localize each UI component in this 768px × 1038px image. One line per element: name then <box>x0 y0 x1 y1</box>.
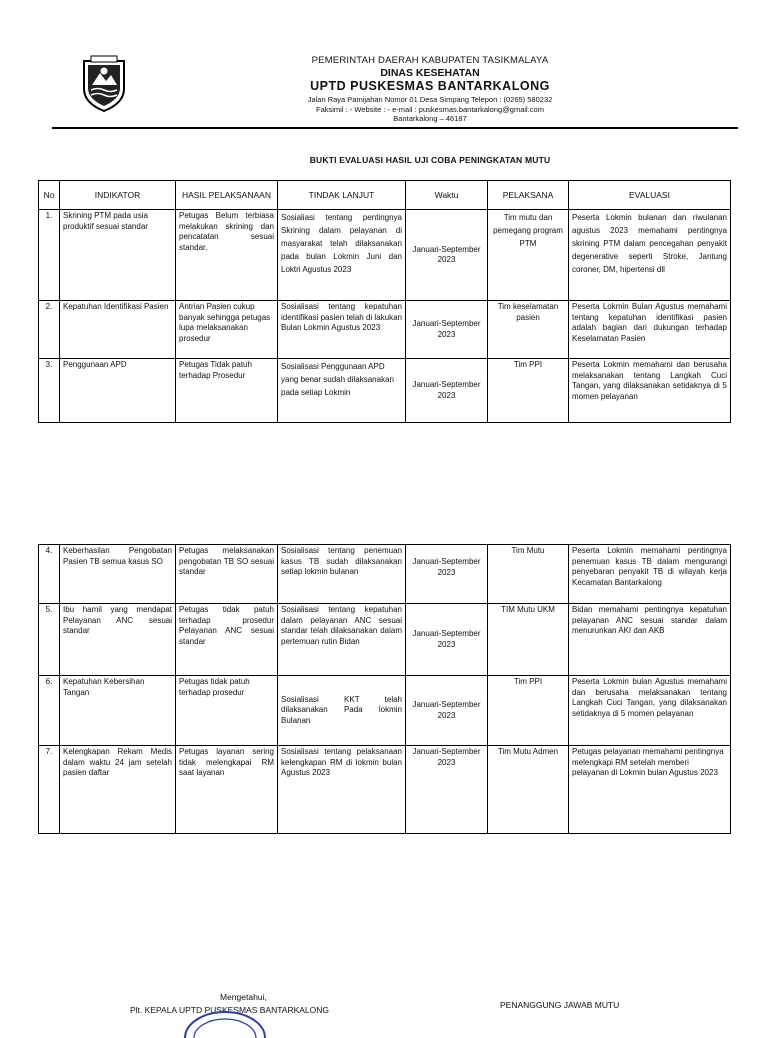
cell-evaluasi: Peserta Lokmin bulanan dan riwulanan agustus 2023 memahami pentingnya skrining PTM dalam pencegahan penyakit degenerative seperti Stroke, Jantung coroner, DM, hipertensi dll <box>569 210 731 301</box>
cell-evaluasi: Peserta Lokmin bulan Agustus memahami dan berusaha melaksanakan tentang Langkah Cuci Tangan, yang dilaksanakan setidaknya di 5 momen pelayanan <box>569 676 731 746</box>
col-header-tindak-lanjut: TINDAK LANJUT <box>278 181 406 210</box>
cell-pelaksana: Tim Mutu <box>488 545 569 604</box>
cell-no: 3. <box>39 359 60 423</box>
official-stamp-icon <box>180 1008 270 1038</box>
cell-pelaksana: TIM Mutu UKM <box>488 604 569 676</box>
cell-waktu: Januari-September 2023 <box>406 676 488 746</box>
cell-no: 5. <box>39 604 60 676</box>
evaluation-table-continued <box>38 544 731 834</box>
col-header-indikator: INDIKATOR <box>60 181 176 210</box>
cell-pelaksana: Tim PPI <box>488 676 569 746</box>
cell-evaluasi: Peserta Lokmin memahami dan berusaha melaksanakan tentang Langkah Cuci Tangan, yang dilaksanakan setidaknya di 5 momen pelayanan <box>569 359 731 423</box>
col-header-evaluasi: EVALUASI <box>569 181 731 210</box>
cell-indikator: Kepatuhan Kebersihan Tangan <box>60 676 176 746</box>
cell-no: 6. <box>39 676 60 746</box>
cell-indikator: Kepatuhan Identifikasi Pasien <box>60 301 176 359</box>
document-title: BUKTI EVALUASI HASIL UJI COBA PENINGKATAN MUTU <box>309 155 551 165</box>
cell-indikator: Ibu hamil yang mendapat Pelayanan ANC sesuai standar <box>60 604 176 676</box>
table-row <box>39 545 731 604</box>
address-line-2: Faksimil : - Website : - e-mail : puskesmas.bantarkalong@gmail.com <box>316 104 544 114</box>
cell-no: 2. <box>39 301 60 359</box>
cell-waktu: Januari-September 2023 <box>406 604 488 676</box>
letterhead-agency: DINAS KESEHATAN <box>380 67 480 79</box>
cell-indikator: Kelengkapan Rekam Medis dalam waktu 24 jam setelah pasien daftar <box>60 746 176 834</box>
cell-pelaksana: Tim PPI <box>488 359 569 423</box>
cell-waktu: Januari-September 2023 <box>406 545 488 604</box>
signature-quality-officer-title: PENANGGUNG JAWAB MUTU <box>500 1000 620 1010</box>
cell-no: 7. <box>39 746 60 834</box>
cell-waktu: Januari-September 2023 <box>406 746 488 834</box>
signature-head-title: Plt. KEPALA UPTD PUSKESMAS BANTARKALONG <box>130 1005 330 1015</box>
cell-tindak-lanjut: Sosialiasi tentang pentingnya Skrining dalam pelayanan di masyarakat telah dilaksanakan pada bulan Lokmin Juni dan Loktri Agustus 2023 <box>278 210 406 301</box>
cell-evaluasi: Petugas pelayanan memahami pentingnya melengkapi RM setelah memberi pelayanan di Lokmin bulan Agustus 2023 <box>569 746 731 834</box>
cell-hasil: Petugas Tidak patuh terhadap Prosedur <box>176 359 278 423</box>
cell-pelaksana: Tim keselamatan pasien <box>488 301 569 359</box>
cell-hasil: Petugas tidak patuh terhadap prosedur <box>176 676 278 746</box>
cell-hasil: Petugas layanan sering tidak melengkapai RM saat layanan <box>176 746 278 834</box>
cell-waktu: Januari-September 2023 <box>406 301 488 359</box>
address-line-3: Bantarkalong – 46187 <box>393 114 467 123</box>
evaluation-table <box>38 180 731 423</box>
cell-indikator: Penggunaan APD <box>60 359 176 423</box>
cell-waktu: Januari-September 2023 <box>406 359 488 423</box>
cell-tindak-lanjut: Sosialisasi tentang kepatuhan identifikasi pasien telah di lakukan Bulan Lokmin Agustus 2023 <box>278 301 406 359</box>
cell-indikator: Keberhasilan Pengobatan Pasien TB semua kasus SO <box>60 545 176 604</box>
cell-tindak-lanjut: Sosialisasi tentang kepatuhan dalam pelayanan ANC sesuai standar telah dilaksanakan dalam pertemuan rutin Bidan <box>278 604 406 676</box>
cell-tindak-lanjut: Sosialisasi tentang penemuan kasus TB sudah dilaksanakan setiap lokmin bulanan <box>278 545 406 604</box>
col-header-no: No <box>39 181 60 210</box>
letterhead-government: PEMERINTAH DAERAH KABUPATEN TASIKMALAYA <box>311 55 549 66</box>
letterhead-address <box>220 95 640 124</box>
letterhead-divider <box>52 127 738 129</box>
table-row <box>39 210 731 301</box>
col-header-hasil: HASIL PELAKSANAAN <box>176 181 278 210</box>
table-row <box>39 301 731 359</box>
cell-evaluasi: Peserta Lokmin memahami pentingnya penemuan kasus TB dalam mengurangi penyebaran penyakit TB di wilayah kerja Kecamatan Bantarkalong <box>569 545 731 604</box>
table-row <box>39 676 731 746</box>
signature-acknowledged-label: Mengetahui, <box>220 992 267 1002</box>
cell-no: 1. <box>39 210 60 301</box>
cell-pelaksana: Tim mutu dan pemegang program PTM <box>488 210 569 301</box>
table-row <box>39 604 731 676</box>
letterhead-institution: UPTD PUSKESMAS BANTARKALONG <box>310 79 550 93</box>
regency-emblem-icon <box>80 55 128 113</box>
table-row <box>39 359 731 423</box>
cell-evaluasi: Bidan memahami pentingnya kepatuhan pelayanan ANC sesuai standar dalam menurunkan AKI dan AKB <box>569 604 731 676</box>
cell-hasil: Antrian Pasien cukup banyak sehingga petugas lupa melaksanakan prosedur <box>176 301 278 359</box>
cell-hasil: Petugas melaksanakan pengobatan TB SO sesuai standar <box>176 545 278 604</box>
cell-hasil: Petugas tidak patuh terhadap prosedur Pelayanan ANC sesuai standar <box>176 604 278 676</box>
cell-no: 4. <box>39 545 60 604</box>
cell-pelaksana: Tim Mutu Admen <box>488 746 569 834</box>
col-header-waktu: Waktu <box>406 181 488 210</box>
cell-hasil: Petugas Belum terbiasa melakukan skrining dan pencatatan sesuai standar. <box>176 210 278 301</box>
table-header-row <box>39 181 731 210</box>
cell-tindak-lanjut: Sosialisasi tentang pelaksanaan kelengkapan RM di lokmin bulan Agustus 2023 <box>278 746 406 834</box>
cell-tindak-lanjut: Sosialisasi Penggunaan APD yang benar sudah dilaksanakan pada setiap Lokmin <box>278 359 406 423</box>
col-header-pelaksana: PELAKSANA <box>488 181 569 210</box>
cell-indikator: Skrining PTM pada usia produktif sesuai standar <box>60 210 176 301</box>
cell-tindak-lanjut: Sosialisasi KKT telah dilaksanakan Pada lokmin Bulanan <box>278 676 406 746</box>
cell-waktu: Januari-September 2023 <box>406 210 488 301</box>
cell-evaluasi: Peserta Lokmin Bulan Agustus memahami tentang kepatuhan identifikasi pasien adalah bagian dari dukungan terhadap Keselamatan Pasien <box>569 301 731 359</box>
address-line-1: Jalan Raya Pamijahan Nomor 01 Desa Simpang Telepon : (0265) 580232 <box>307 95 553 104</box>
table-row <box>39 746 731 834</box>
